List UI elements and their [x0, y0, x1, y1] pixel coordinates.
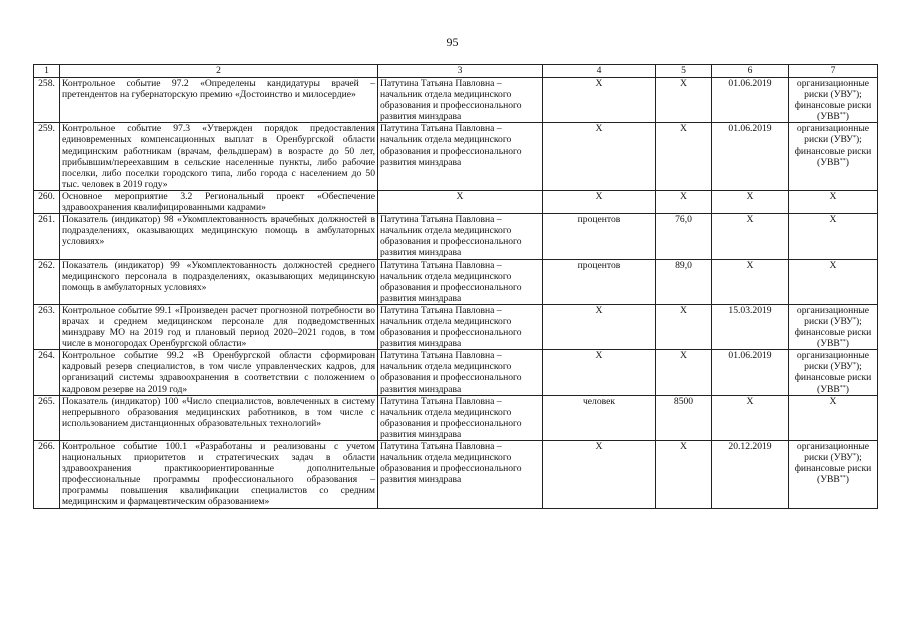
table-row [34, 190, 878, 213]
risk-cell [789, 395, 878, 440]
column-header: 6 [712, 65, 789, 78]
row-description: Показатель (индикатор) 100 «Число специалистов, вовлеченных в систему непрерывного образования медицинских работников, в том числе с использованием дистанционных образовательных технологий» [60, 395, 378, 440]
table-row [34, 78, 878, 123]
deadline-date: 01.06.2019 [712, 78, 789, 123]
table-row [34, 304, 878, 349]
risk-text: организационные риски (УВУ [796, 78, 870, 101]
column-header: 7 [789, 65, 878, 78]
risk-cell [789, 214, 878, 259]
deadline-date: X [712, 395, 789, 440]
row-number: 265. [34, 395, 60, 440]
risk-text: ) [845, 383, 849, 395]
risk-cell [789, 190, 878, 213]
risk-text: ); финансовые риски (УВВ [794, 452, 872, 486]
risk-text: X [829, 395, 837, 407]
deadline-date: X [712, 214, 789, 259]
measure-unit: человек [543, 395, 656, 440]
risk-footnote-mark: * [852, 453, 856, 460]
measure-unit: процентов [543, 259, 656, 304]
target-value: X [656, 190, 712, 213]
column-header: 2 [60, 65, 378, 78]
row-number: 260. [34, 190, 60, 213]
measure-unit: X [543, 123, 656, 191]
table-row [34, 214, 878, 259]
measure-unit: X [543, 441, 656, 509]
responsible-person: Патутина Татьяна Павловна – начальник отдела медицинского образования и профессионального развития минздрава [378, 78, 543, 123]
table-header-row [34, 65, 878, 78]
risk-text: организационные риски (УВУ [796, 441, 870, 464]
deadline-date: 01.06.2019 [712, 350, 789, 395]
risk-text: ) [845, 156, 849, 168]
risk-footnote-mark: * [852, 90, 856, 97]
risk-text: ); финансовые риски (УВВ [794, 315, 872, 350]
risk-cell [789, 441, 878, 509]
risk-text: ) [845, 111, 849, 123]
target-value: 8500 [656, 395, 712, 440]
plan-table [33, 64, 878, 509]
target-value: X [656, 350, 712, 395]
risk-cell [789, 123, 878, 191]
risk-footnote-mark: ** [839, 475, 846, 482]
risk-text: ) [845, 338, 849, 350]
row-description: Контрольное событие 97.3 «Утвержден порядок предоставления единовременных компенсационных выплат в Оренбургской области медицинским работникам (врачам, фельдшерам) в возрасте до 50 лет, прибывшим/переехавшим в сельские населенные пункты, либо рабочие поселки, либо поселки городского типа, либо города с населением до 50 тыс. человек в 2019 году» [60, 123, 378, 191]
row-description: Показатель (индикатор) 99 «Укомплектованность должностей среднего медицинского персонала в подразделениях, оказывающих медицинскую помощь в амбулаторных условиях» [60, 259, 378, 304]
deadline-date: X [712, 259, 789, 304]
row-number: 259. [34, 123, 60, 191]
risk-text: ); финансовые риски (УВВ [794, 361, 872, 395]
row-number: 263. [34, 304, 60, 349]
column-header: 4 [543, 65, 656, 78]
risk-footnote-mark: * [852, 316, 856, 323]
risk-text: ); финансовые риски (УВВ [794, 134, 872, 168]
row-description: Контрольное событие 99.1 «Произведен расчет прогнозной потребности во врачах и среднем медицинском персонале для подведомственных минздраву МО на 2019 год и плановый период 2020–2021 годов, в том числе в моногородах Оренбургской области» [60, 304, 378, 349]
risk-footnote-mark: ** [839, 157, 846, 164]
risk-text: ); финансовые риски (УВВ [794, 89, 872, 123]
column-header: 3 [378, 65, 543, 78]
measure-unit: X [543, 78, 656, 123]
row-number: 266. [34, 441, 60, 509]
risk-text: организационные риски (УВУ [796, 123, 870, 146]
risk-text: организационные риски (УВУ [796, 304, 870, 327]
deadline-date: 15.03.2019 [712, 304, 789, 349]
row-description: Основное мероприятие 3.2 Региональный проект «Обеспечение здравоохранения квалифицированными кадрами» [60, 190, 378, 213]
row-number: 262. [34, 259, 60, 304]
page-number: 95 [446, 35, 459, 49]
deadline-date: X [712, 190, 789, 213]
risk-text: организационные риски (УВУ [796, 350, 870, 373]
risk-text: ) [845, 474, 849, 486]
risk-footnote-mark: * [852, 362, 856, 369]
risk-cell [789, 350, 878, 395]
row-number: 264. [34, 350, 60, 395]
target-value: 89,0 [656, 259, 712, 304]
risk-cell [789, 78, 878, 123]
target-value: 76,0 [656, 214, 712, 259]
responsible-person: Патутина Татьяна Павловна – начальник отдела медицинского образования и профессионального развития минздрава [378, 441, 543, 509]
row-description: Контрольное событие 99.2 «В Оренбургской области сформирован кадровый резерв специалистов, в том числе управленческих кадров, для организаций системы здравоохранения в соответствии с положением о кадровом резерве на 2019 год» [60, 350, 378, 395]
row-number: 261. [34, 214, 60, 259]
measure-unit: X [543, 190, 656, 213]
row-description: Контрольное событие 100.1 «Разработаны и реализованы с учетом национальных приоритетов и стратегических задач в области здравоохранения практикоориентированные дополнительные профессиональные программы профессионального образования – программы повышения квалификации специалистов со средним медицинским и фармацевтическим образованием» [60, 441, 378, 509]
responsible-person: Патутина Татьяна Павловна – начальник отдела медицинского образования и профессионального развития минздрава [378, 395, 543, 440]
responsible-person: Патутина Татьяна Павловна – начальник отдела медицинского образования и профессионального развития минздрава [378, 214, 543, 259]
table-row [34, 441, 878, 509]
responsible-person: Патутина Татьяна Павловна – начальник отдела медицинского образования и профессионального развития минздрава [378, 259, 543, 304]
deadline-date: 01.06.2019 [712, 123, 789, 191]
risk-text: X [829, 259, 837, 271]
target-value: X [656, 78, 712, 123]
deadline-date: 20.12.2019 [712, 441, 789, 509]
risk-text: X [829, 214, 837, 226]
table-row [34, 123, 878, 191]
risk-cell [789, 259, 878, 304]
measure-unit: X [543, 304, 656, 349]
risk-footnote-mark: ** [839, 384, 846, 391]
responsible-person: Патутина Татьяна Павловна – начальник отдела медицинского образования и профессионального развития минздрава [378, 350, 543, 395]
row-description: Контрольное событие 97.2 «Определены кандидатуры врачей – претендентов на губернаторскую премию «Достоинство и милосердие» [60, 78, 378, 123]
risk-footnote-mark: ** [839, 339, 846, 346]
table-row [34, 350, 878, 395]
responsible-person: Патутина Татьяна Павловна – начальник отдела медицинского образования и профессионального развития минздрава [378, 304, 543, 349]
row-description: Показатель (индикатор) 98 «Укомплектованность врачебных должностей в подразделениях, оказывающих медицинскую помощь в амбулаторных условиях» [60, 214, 378, 259]
target-value: X [656, 441, 712, 509]
target-value: X [656, 304, 712, 349]
column-header: 1 [34, 65, 60, 78]
table-row [34, 395, 878, 440]
measure-unit: X [543, 350, 656, 395]
risk-footnote-mark: ** [839, 112, 846, 119]
risk-footnote-mark: * [852, 135, 856, 142]
target-value: X [656, 123, 712, 191]
responsible-person: X [378, 190, 543, 213]
risk-cell [789, 304, 878, 349]
row-number: 258. [34, 78, 60, 123]
responsible-person: Патутина Татьяна Павловна – начальник отдела медицинского образования и профессионального развития минздрава [378, 123, 543, 191]
table-row [34, 259, 878, 304]
risk-text: X [829, 190, 837, 202]
column-header: 5 [656, 65, 712, 78]
measure-unit: процентов [543, 214, 656, 259]
